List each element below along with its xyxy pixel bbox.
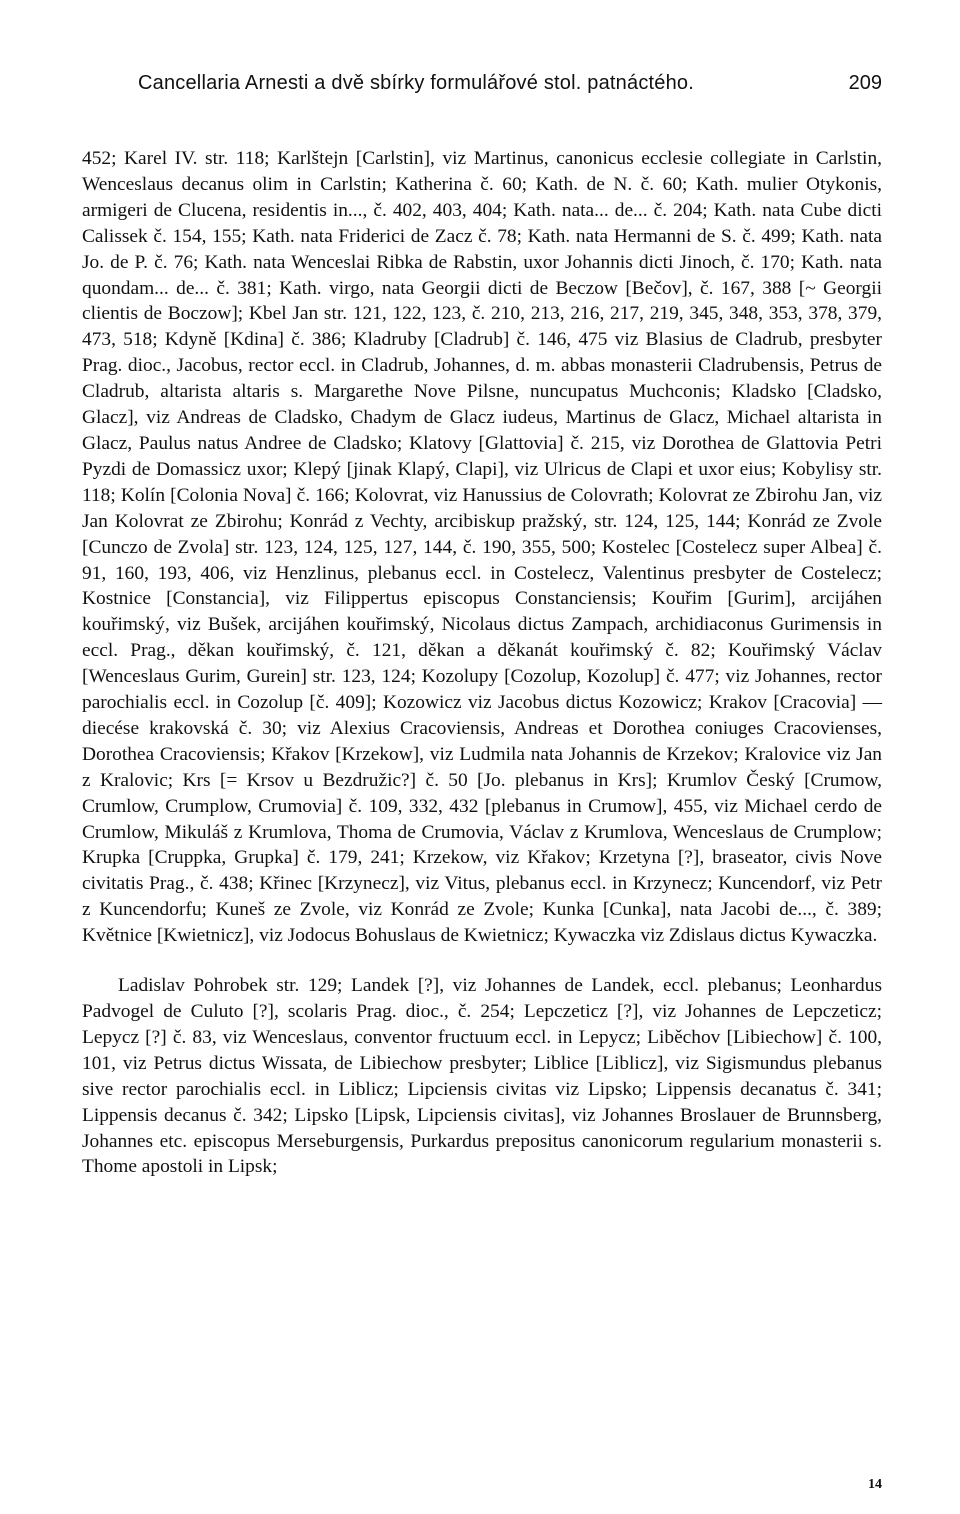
index-paragraph-l: Ladislav Pohrobek str. 129; Landek [?], viz Johannes de Landek, eccl. plebanus; Leonhardus Padvogel de Culuto [?], scolaris Prag. dioc., č. 254; Lepczeticz [?], viz Johannes de Lepczeticz; Lepycz [?] č. 83, viz Wenceslaus, conventor fructuum eccl. in Lepycz; Liběchov [Libiechow] č. 100, 101, viz Petrus dictus Wissata, de Libiechow presbyter; Liblice [Liblicz], viz Sigismundus plebanus sive rector parochialis eccl. in Liblicz; Lipciensis civitas viz Lipsko; Lippensis decanatus č. 341; Lippensis decanus č. 342; Lipsko [Lipsk, Lipciensis civitas], viz Johannes Broslauer de Brunnsberg, Johannes etc. episcopus Merseburgensis, Purkardus prepositus canonicorum regularium monasterii s. Thome apostoli in Lipsk; <box>82 975 882 1178</box>
index-paragraph-k: 452; Karel IV. str. 118; Karlštejn [Carlstin], viz Martinus, canonicus ecclesie collegiate in Carlstin, Wenceslaus decanus olim in Carlstin; Katherina č. 60; Kath. de N. č. 60; Kath. mulier Otykonis, armigeri de Clucena, residentis in..., č. 402, 403, 404; Kath. nata... de... č. 204; Kath. nata Cube dicti Calissek č. 154, 155; Kath. nata Friderici de Zacz č. 78; Kath. nata Hermanni de S. č. 499; Kath. nata Jo. de P. č. 76; Kath. nata Wenceslai Ribka de Rabstin, uxor Johannis dicti Jinoch, č. 170; Kath. nata quondam... de... č. 381; Kath. virgo, nata Georgii dicti de Beczow [Bečov], č. 167, 388 [~ Georgii clientis de Boczow]; Kbel Jan str. 121, 122, 123, č. 210, 213, 216, 217, 219, 345, 348, 353, 378, 379, 473, 518; Kdyně [Kdina] č. 386; Kladruby [Cladrub] č. 146, 475 viz Blasius de Cladrub, presbyter Prag. dioc., Jacobus, rector eccl. in Cladrub, Johannes, d. m. abbas monasterii Cladrubensis, Petrus de Cladrub, altarista altaris s. Margarethe Nove Pilsne, nuncupatus Muchconis; Kladsko [Cladsko, Glacz], viz Andreas de Cladsko, Chadym de Glacz iudeus, Martinus de Glacz, Michael altarista in Glacz, Paulus natus Andree de Cladsko; Klatovy [Glattovia] č. 215, viz Dorothea de Glattovia Petri Pyzdi de Domassicz uxor; Klepý [jinak Klapý, Clapi], viz Ulricus de Clapi et uxor eius; Kobylisy str. 118; Kolín [Colonia Nova] č. 166; Kolovrat, viz Hanussius de Colovrath; Kolovrat ze Zbirohu Jan, viz Jan Kolovrat ze Zbirohu; Konrád z Vechty, arcibiskup pražský, str. 124, 125, 144; Konrád ze Zvole [Cunczo de Zvola] str. 123, 124, 125, 127, 144, č. 190, 355, 500; Kostelec [Costelecz super Albea] č. 91, 160, 193, 406, viz Henzlinus, plebanus eccl. in Costelecz, Valentinus presbyter de Costelecz; Kostnice [Constancia], viz Filippertus episcopus Constanciensis; Kouřim [Gurim], arcijáhen kouřimský, viz Bušek, arcijáhen kouřimský, Nicolaus dictus Zampach, archidiaconus Gurimensis in eccl. Prag., děkan kouřimský, č. 121, děkan a děkanát kouřimský č. 82; Kouřimský Václav [Wenceslaus Gurim, Gurein] str. 123, 124; Kozolupy [Cozolup, Kozolup] č. 477; viz Johannes, rector parochialis eccl. in Cozolup [č. 409]; Kozowicz viz Jacobus dictus Kozowicz; Krakov [Cracovia] — diecése krakovská č. 30; viz Alexius Cracoviensis, Andreas et Dorothea coniuges Cracovienses, Dorothea Cracoviensis; Křakov [Krzekow], viz Ludmila nata Johannis de Krzekov; Kralovice viz Jan z Kralovic; Krs [= Krsov u Bezdružic?] č. 50 [Jo. plebanus in Krs]; Krumlov Český [Crumow, Crumlow, Crumplow, Crumovia] č. 109, 332, 432 [plebanus in Crumow], 455, viz Michael cerdo de Crumlow, Mikuláš z Krumlova, Thoma de Crumovia, Václav z Krumlova, Wenceslaus de Crumplow; Krupka [Cruppka, Grupka] č. 179, 241; Krzekow, viz Křakov; Krzetyna [?], braseator, civis Nove civitatis Prag., č. 438; Křinec [Krzynecz], viz Vitus, plebanus eccl. in Krzynecz; Kuncendorf, viz Petr z Kuncendorfu; Kuneš ze Zvole, viz Konrád ze Zvole; Kunka [Cunka], nata Jacobi de..., č. 389; Květnice [Kwietnicz], viz Jodocus Bohuslaus de Kwietnicz; Kywaczka viz Zdislaus dictus Kywaczka. <box>82 148 882 947</box>
index-text <box>82 146 882 1180</box>
signature-mark: 14 <box>868 1477 882 1492</box>
running-head-title: Cancellaria Arnesti a dvě sbírky formulářové stol. patnáctého. <box>138 72 695 94</box>
page-number: 209 <box>848 72 882 94</box>
running-head <box>138 72 882 106</box>
page <box>82 72 882 1492</box>
